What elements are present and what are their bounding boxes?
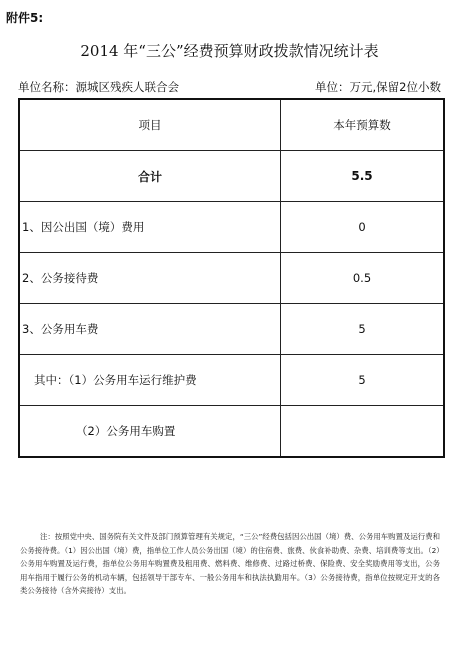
page-title: 2014 年“三公”经费预算财政拨款情况统计表	[80, 42, 379, 60]
budget-table	[18, 98, 445, 458]
unit-info-row	[18, 79, 441, 96]
row-value: 5	[281, 304, 445, 355]
table-row-total	[19, 151, 444, 202]
row-value: 0	[281, 202, 445, 253]
row-value	[281, 406, 445, 458]
table-row	[19, 355, 444, 406]
table-row	[19, 406, 444, 458]
row-label: 其中：（1）公务用车运行维护费	[19, 355, 281, 406]
table-header-row	[19, 99, 444, 151]
table-row	[19, 253, 444, 304]
row-label: 3、公务用车费	[19, 304, 281, 355]
row-label: 合计	[19, 151, 281, 202]
column-header-budget: 本年预算数	[281, 99, 445, 151]
unit-name: 单位名称：源城区残疾人联合会	[18, 80, 179, 94]
column-header-item: 项目	[19, 99, 281, 151]
footnote: 注：按照党中央、国务院有关文件及部门预算管理有关规定，“三公”经费包括因公出国（境）费、公务用车购置及运行费和公务接待费。（1）因公出国（境）费，指单位工作人员公务出国（境）的住宿费、旅费、伙食补助费、杂费、培训费等支出。（2）公务用车购置及运行费，指单位公务用车购置费及租用费、燃料费、维修费、过路过桥费、保险费、安全奖励费用等支出，公务用车指用于履行公务的机动车辆，包括领导干部专车、一般公务用车和执法执勤用车。（3）公务接待费，指单位按规定开支的各类公务接待（含外宾接待）支出。	[20, 532, 440, 595]
table-row	[19, 304, 444, 355]
attachment-label: 附件5:	[6, 11, 44, 25]
row-value: 5	[281, 355, 445, 406]
row-value: 5.5	[281, 151, 445, 202]
unit-measure: 单位：万元,保留2位小数	[315, 80, 441, 94]
table-row	[19, 202, 444, 253]
row-label: 2、公务接待费	[19, 253, 281, 304]
row-label: 1、因公出国（境）费用	[19, 202, 281, 253]
row-value: 0.5	[281, 253, 445, 304]
row-label: （2）公务用车购置	[19, 406, 281, 458]
